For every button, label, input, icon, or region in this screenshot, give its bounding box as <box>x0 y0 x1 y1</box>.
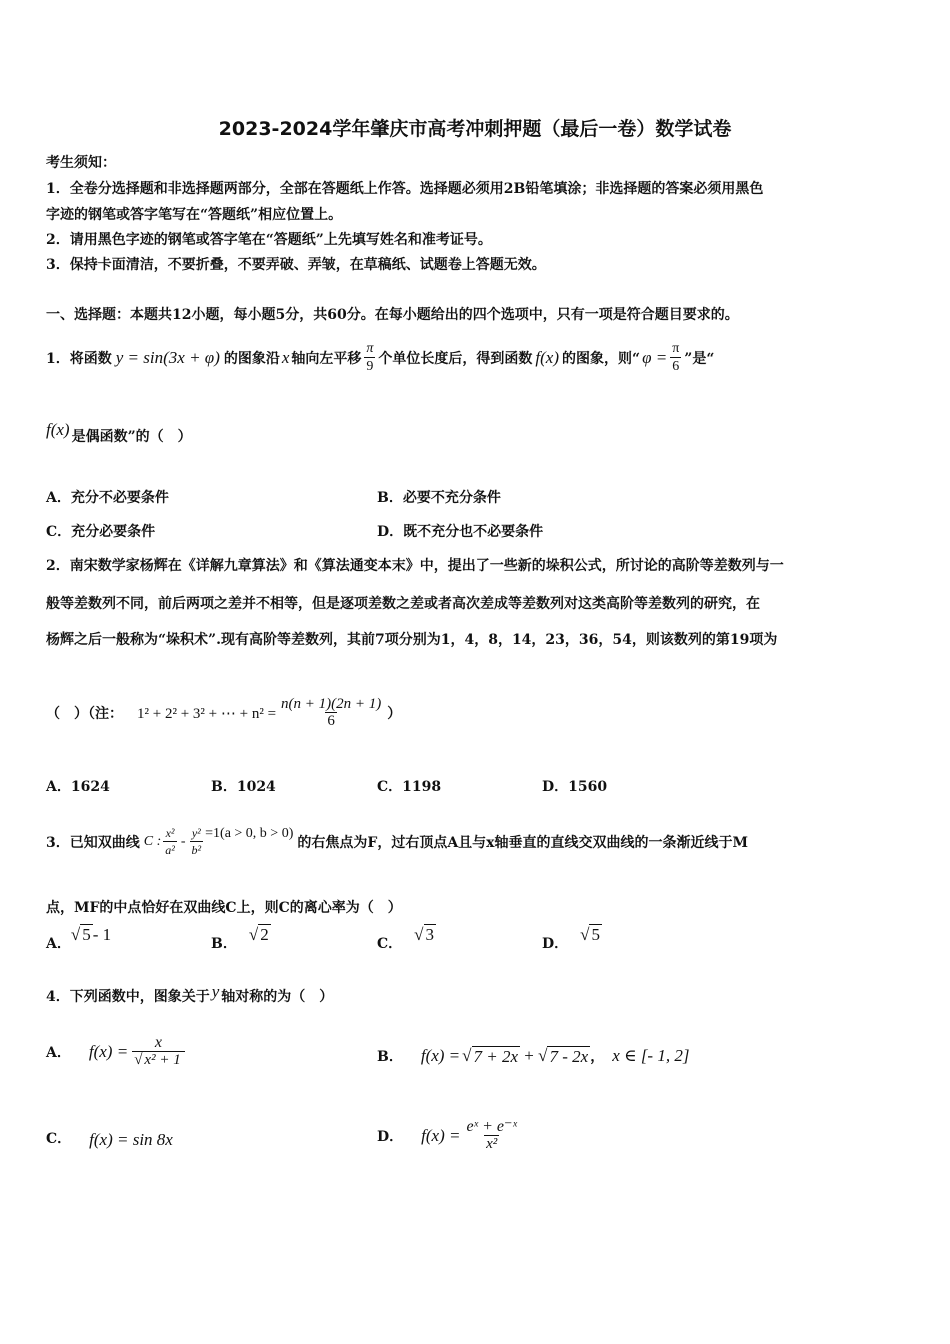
q3-text: 的右焦点为F，过右顶点A且与x轴垂直的直线交双曲线的一条渐近线于M <box>297 835 749 851</box>
q2-note <box>46 688 401 738</box>
option-a: A．充分不必要条件 <box>46 490 169 506</box>
q1-text: ”是“ <box>684 351 715 367</box>
q3-curve-suffix: =1(a > 0, b > 0) <box>205 826 294 841</box>
q1-fx: f(x) <box>535 348 560 367</box>
fraction-numerator: π <box>672 341 680 356</box>
q4-y: y <box>211 982 220 1001</box>
q1-text: 轴向左平移 <box>291 351 362 367</box>
q1-phi: φ = <box>642 348 668 367</box>
option-d: D．1560 <box>542 779 608 795</box>
q2-formula-fraction <box>279 696 383 730</box>
fraction-numerator: x <box>154 1034 162 1051</box>
fraction-numerator: eˣ + e⁻ˣ <box>466 1118 517 1135</box>
q4-text: 轴对称的为（ ） <box>221 989 334 1005</box>
option-comma: ， <box>590 1049 605 1065</box>
option-b: B．必要不充分条件 <box>377 490 501 506</box>
option-domain: x ∈ [- 1, 2] <box>612 1046 690 1065</box>
q1-text: 是偶函数”的（ ） <box>71 429 192 445</box>
q1-function: y = sin(3x + φ) <box>115 348 220 367</box>
option-label: C． <box>46 1131 72 1147</box>
option-lhs: f(x) = <box>421 1126 461 1145</box>
option-expression: f(x) = sin 8x <box>89 1130 173 1149</box>
option-lhs: f(x) = <box>420 1046 461 1065</box>
option-c: C．1198 <box>377 779 442 795</box>
option-label: B． <box>377 1049 403 1065</box>
q3-minus: - <box>180 834 186 849</box>
q3-curve-prefix: C : <box>143 834 162 849</box>
q4-text: 4．下列函数中，图象关于 <box>46 989 210 1005</box>
q2-line: 杨辉之后一般称为“垛积术”.现有高阶等差数列，其前7项分别为1，4，8，14，23，36，54，则该数列的第19项为 <box>46 632 778 648</box>
q2-line: 般等差数列不同，前后两项之差并不相等，但是逐项差数之差或者高次差成等差数列对这类高阶等差数列的研究，在 <box>46 596 760 612</box>
q3-line: 点，MF的中点恰好在双曲线C上，则C的离心率为（ ） <box>46 900 402 916</box>
q1-text: 的图象沿 <box>223 351 280 367</box>
option-b: B．1024 <box>211 779 276 795</box>
option-label: C． <box>377 936 403 952</box>
option-value: 2 <box>260 925 269 944</box>
option-value: 5 <box>591 925 600 944</box>
plus-sign: + <box>520 1046 539 1065</box>
fraction-denominator: b² <box>191 843 202 857</box>
page-title: 2023-2024学年肇庆市高考冲刺押题（最后一卷）数学试卷 <box>218 118 732 140</box>
option-a <box>46 1024 185 1080</box>
q1-text: 的图象，则“ <box>562 351 641 367</box>
notice-item: 3．保持卡面清洁，不要折叠，不要弄破、弄皱，在草稿纸、试题卷上答题无效。 <box>46 257 546 273</box>
fraction-denominator: 6 <box>327 713 335 729</box>
q1-shift-fraction <box>364 341 375 375</box>
q2-formula-lhs: 1² + 2² + 3² + ⋯ + n² = <box>137 705 277 722</box>
sqrt-icon: √ <box>134 1052 143 1068</box>
q3-text: 3．已知双曲线 <box>46 835 140 851</box>
q1-fx: f(x) <box>46 420 70 439</box>
sqrt-radicand: 7 + 2x <box>473 1046 519 1066</box>
notice-heading: 考生须知： <box>46 155 116 171</box>
fraction-numerator: y² <box>191 826 201 840</box>
q3-y-fraction <box>190 825 204 859</box>
fraction-denominator <box>132 1051 185 1069</box>
option-label: D． <box>377 1129 404 1145</box>
fraction-numerator: x² <box>165 826 175 840</box>
question-1 <box>46 330 714 386</box>
q1-x: x <box>281 348 290 367</box>
fraction-denominator: 6 <box>672 359 680 374</box>
option-a <box>46 925 112 953</box>
sqrt-radicand: x² + 1 <box>144 1052 181 1068</box>
question-1-line2 <box>46 420 192 446</box>
option-b <box>377 1038 689 1074</box>
option-d: D．既不充分也不必要条件 <box>377 524 544 540</box>
q1-phi-fraction <box>670 341 681 375</box>
fraction-numerator: n(n + 1)(2n + 1) <box>281 696 382 712</box>
fraction-denominator: x² <box>486 1136 498 1152</box>
fraction-denominator: a² <box>165 843 175 857</box>
question-4 <box>46 982 334 1006</box>
q1-text: 个单位长度后，得到函数 <box>378 351 533 367</box>
option-label: A． <box>46 936 71 952</box>
option-c: C．充分必要条件 <box>46 524 156 540</box>
option-c <box>46 1128 173 1148</box>
option-label: D． <box>542 936 569 952</box>
option-fraction <box>132 1035 185 1069</box>
option-value: 3 <box>425 925 434 944</box>
option-fraction <box>464 1119 518 1153</box>
question-3 <box>46 808 748 876</box>
fraction-denominator: 9 <box>366 359 374 374</box>
option-value: 5 <box>82 925 91 944</box>
q2-note-suffix: ） <box>387 706 402 722</box>
option-a: A．1624 <box>46 779 110 795</box>
sqrt-icon: √ <box>580 925 590 944</box>
option-c <box>377 925 436 953</box>
section-heading: 一、选择题：本题共12小题，每小题5分，共60分。在每小题给出的四个选项中，只有一项是符合题目要求的。 <box>46 307 739 323</box>
notice-item: 1．全卷分选择题和非选择题两部分，全部在答题纸上作答。选择题必须用2B铅笔填涂；非选择题的答案必须用黑色 <box>46 181 764 197</box>
option-d <box>542 925 602 953</box>
q2-note-prefix: （ ）（注： <box>46 706 123 722</box>
option-b <box>211 925 271 953</box>
sqrt-icon: √ <box>462 1046 472 1065</box>
option-label: B． <box>211 936 237 952</box>
notice-item: 2．请用黑色字迹的钢笔或答字笔在“答题纸”上先填写姓名和准考证号。 <box>46 232 492 248</box>
sqrt-radicand: 7 - 2x <box>549 1046 589 1066</box>
sqrt-icon: √ <box>70 925 81 944</box>
q1-text: 1．将函数 <box>46 351 112 367</box>
sqrt-icon: √ <box>414 925 424 944</box>
notice-item: 字迹的钢笔或答字笔写在“答题纸”相应位置上。 <box>46 207 343 223</box>
sqrt-icon: √ <box>248 925 259 944</box>
q3-x-fraction <box>163 825 177 859</box>
option-d <box>377 1108 519 1164</box>
sqrt-icon: √ <box>538 1046 548 1065</box>
option-label: A． <box>46 1045 71 1061</box>
option-value-tail: - 1 <box>92 925 112 944</box>
fraction-numerator: π <box>366 341 374 356</box>
option-lhs: f(x) = <box>88 1042 129 1061</box>
q2-line: 2．南宋数学家杨辉在《详解九章算法》和《算法通变本末》中，提出了一些新的垛积公式，所讨论的高阶等差数列与一 <box>46 558 784 574</box>
